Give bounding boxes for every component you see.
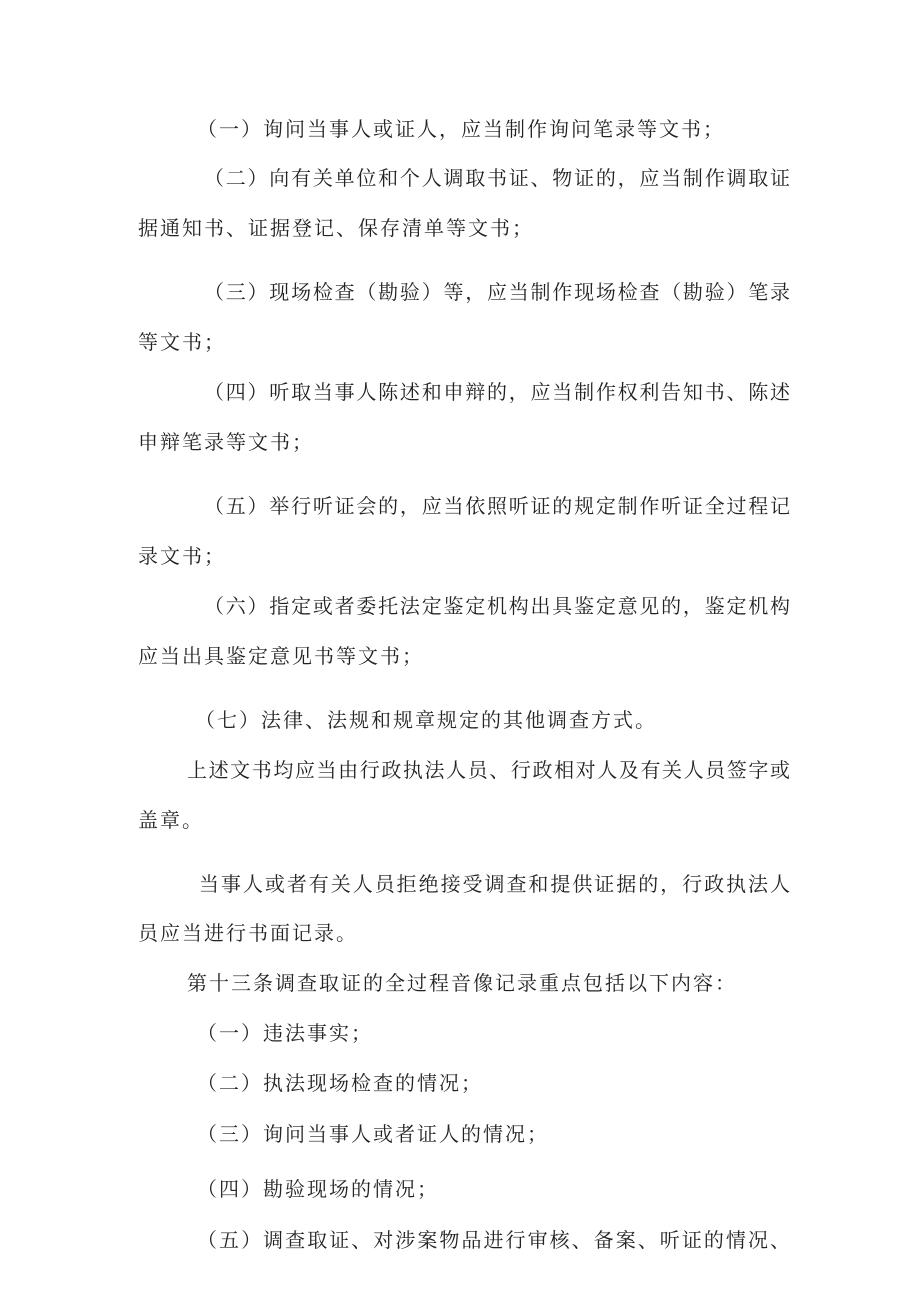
paragraph-line: （六）指定或者委托法定鉴定机构出具鉴定意见的，鉴定机构 (204, 594, 790, 618)
list-item: （三）询问当事人或者证人的情况； (197, 1122, 549, 1146)
paragraph-line: 申辩笔录等文书； (138, 430, 314, 454)
list-item: （一）违法事实； (197, 1021, 373, 1045)
paragraph-line: 等文书； (138, 330, 226, 354)
list-item: （四）勘验现场的情况； (197, 1177, 439, 1201)
paragraph-line: （七）法律、法规和规章规定的其他调查方式。 (195, 708, 657, 732)
paragraph-line: 盖章。 (138, 808, 204, 832)
article-heading-line: 第十三条调查取证的全过程音像记录重点包括以下内容： (187, 971, 737, 995)
list-item: （五）调查取证、对涉案物品进行审核、备案、听证的情况、 (197, 1228, 790, 1252)
paragraph-line: （三）现场检查（勘验）等，应当制作现场检查（勘验）笔录 (204, 280, 790, 304)
paragraph-line: （一）询问当事人或证人，应当制作询问笔录等文书； (197, 117, 725, 141)
paragraph-line: 录文书； (138, 544, 226, 568)
paragraph-line: 员应当进行书面记录。 (138, 921, 358, 945)
paragraph-line: （四）听取当事人陈述和申辩的，应当制作权利告知书、陈述 (204, 380, 790, 404)
list-item: （二）执法现场检查的情况； (197, 1071, 483, 1095)
paragraph-line: 据通知书、证据登记、保存清单等文书； (138, 216, 534, 240)
paragraph-line: 上述文书均应当由行政执法人员、行政相对人及有关人员签字或 (187, 758, 790, 782)
paragraph-line: 当事人或者有关人员拒绝接受调查和提供证据的，行政执法人 (199, 872, 790, 896)
paragraph-line: （二）向有关单位和个人调取书证、物证的，应当制作调取证 (204, 166, 790, 190)
paragraph-line: （五）举行听证会的，应当依照听证的规定制作听证全过程记 (204, 494, 790, 518)
paragraph-line: 应当出具鉴定意见书等文书； (138, 644, 424, 668)
